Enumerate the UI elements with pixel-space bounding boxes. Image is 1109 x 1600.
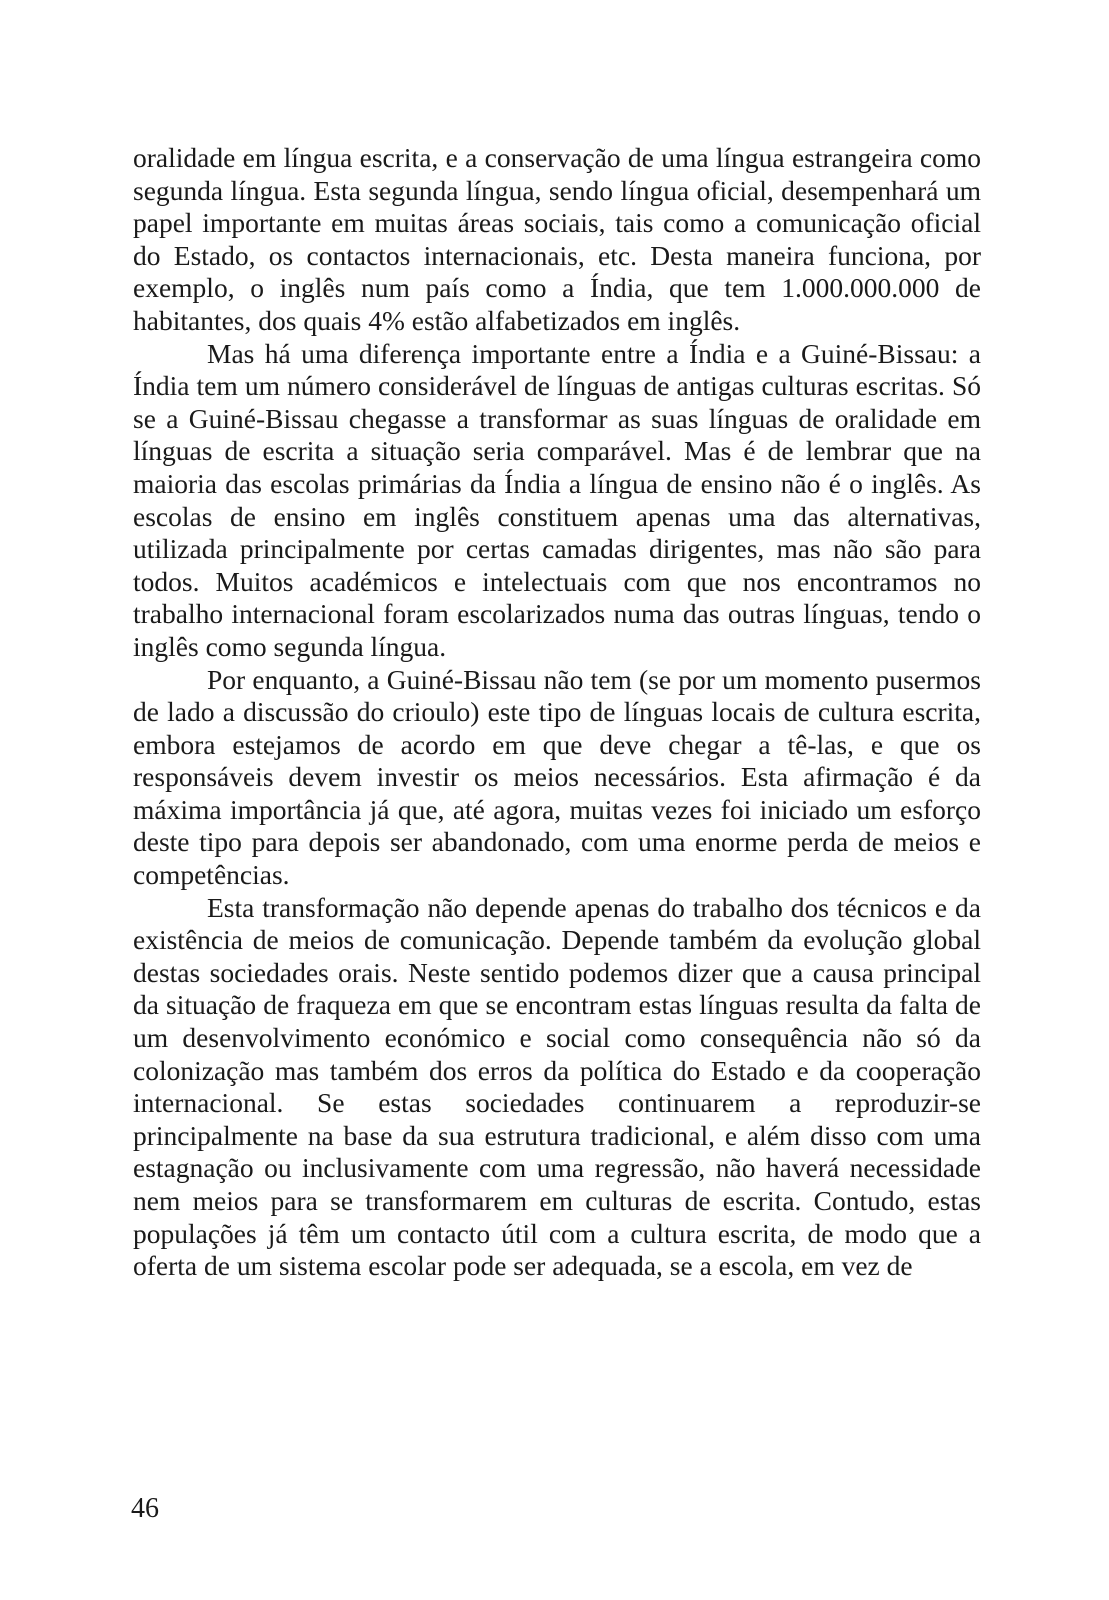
page-number: 46 bbox=[131, 1493, 159, 1524]
paragraph-2: Mas há uma diferença importante entre a Índia e a Guiné-Bissau: a Índia tem um número considerável de línguas de antigas culturas escritas. Só se a Guiné-Bissau chegasse a transformar as suas línguas de oralidade em línguas de escrita a situação seria comparável. Mas é de lembrar que na maioria das escolas primárias da Índia a língua de ensino não é o inglês. As escolas de ensino em inglês constituem apenas uma das alternativas, utilizada principalmente por certas camadas dirigentes, mas não são para todos. Muitos académicos e intelectuais com que nos encontramos no trabalho internacional foram escolarizados numa das outras línguas, tendo o inglês como segunda língua. bbox=[133, 337, 981, 662]
paragraph-1: oralidade em língua escrita, e a conservação de uma língua estrangeira como segunda língua. Esta segunda língua, sendo língua oficial, desempenhará um papel importante em muitas áreas sociais, tais como a comunicação oficial do Estado, os contactos internacionais, etc. Desta maneira funciona, por exemplo, o inglês num país como a Índia, que tem 1.000.000.000 de habitantes, dos quais 4% estão alfabetizados em inglês. bbox=[133, 142, 981, 336]
paragraph-3: Por enquanto, a Guiné-Bissau não tem (se por um momento pusermos de lado a discussão do crioulo) este tipo de línguas locais de cultura escrita, embora estejamos de acordo em que deve chegar a tê-las, e que os responsáveis devem investir os meios necessários. Esta afirmação é da máxima importância já que, até agora, muitas vezes foi iniciado um esforço deste tipo para depois ser abandonado, com uma enorme perda de meios e competências. bbox=[133, 663, 981, 891]
paragraph-4: Esta transformação não depende apenas do trabalho dos técnicos e da existência de meios de comunicação. Depende também da evolução global destas sociedades orais. Neste sentido podemos dizer que a causa principal da situação de fraqueza em que se encontram estas línguas resulta da falta de um desenvolvimento económico e social como consequência não só da colonização mas também dos erros da política do Estado e da cooperação internacional. Se estas sociedades continuarem a reproduzir-se principalmente na base da sua estrutura tradicional, e além disso com uma estagnação ou inclusivamente com uma regressão, não haverá necessidade nem meios para se transformarem em culturas de escrita. Contudo, estas populações já têm um contacto útil com a cultura escrita, de modo que a oferta de um sistema escolar pode ser adequada, se a escola, em vez de bbox=[133, 891, 981, 1282]
page-body bbox=[133, 142, 981, 1283]
